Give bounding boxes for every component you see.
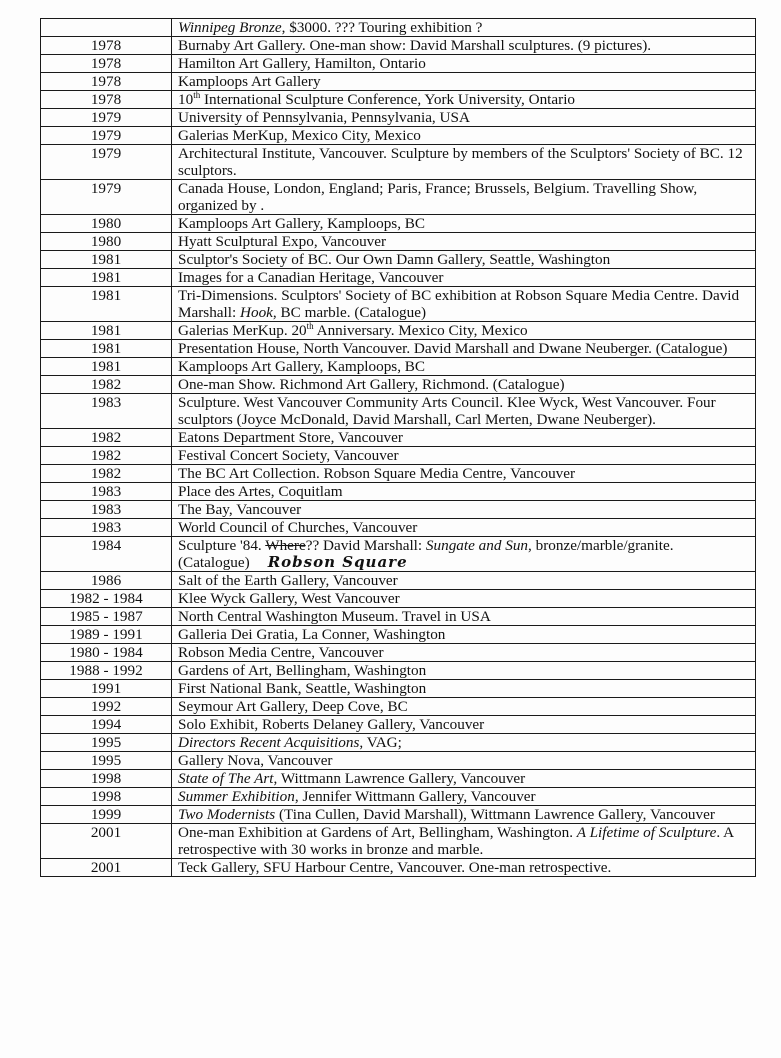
description-cell: World Council of Churches, Vancouver [172,519,756,537]
description-cell: Architectural Institute, Vancouver. Sculpture by members of the Sculptors' Society of BC. 12 sculptors. [172,145,756,180]
description-cell: Presentation House, North Vancouver. David Marshall and Dwane Neuberger. (Catalogue) [172,340,756,358]
year-cell: 1991 [41,680,172,698]
table-row [41,501,756,519]
year-cell: 1983 [41,501,172,519]
text-segment: Tri-Dimensions. Sculptors' Society of BC exhibition at Robson Square Media Centre. David Marshall: [178,287,740,321]
description-cell: Teck Gallery, SFU Harbour Centre, Vancouver. One-man retrospective. [172,859,756,877]
description-cell [172,806,756,824]
table-row [41,91,756,109]
description-cell: Place des Artes, Coquitlam [172,483,756,501]
table-row [41,322,756,340]
description-cell: Klee Wyck Gallery, West Vancouver [172,590,756,608]
year-cell: 1980 - 1984 [41,644,172,662]
text-segment: One-man Exhibition at Gardens of Art, Bellingham, Washington. [178,824,577,841]
year-cell: 1983 [41,483,172,501]
description-cell: Festival Concert Society, Vancouver [172,447,756,465]
table-row [41,37,756,55]
year-cell: 1985 - 1987 [41,608,172,626]
description-cell: North Central Washington Museum. Travel in USA [172,608,756,626]
year-cell: 1982 [41,429,172,447]
description-cell [172,19,756,37]
table-row [41,483,756,501]
year-cell: 1981 [41,322,172,340]
table-row [41,859,756,877]
year-cell: 1981 [41,340,172,358]
table-row [41,180,756,215]
year-cell: 1979 [41,109,172,127]
description-cell: Burnaby Art Gallery. One-man show: David Marshall sculptures. (9 pictures). [172,37,756,55]
table-row [41,788,756,806]
table-row [41,287,756,322]
table-row [41,127,756,145]
text-segment: , Wittmann Lawrence Gallery, Vancouver [273,770,526,787]
description-cell: Galleria Dei Gratia, La Conner, Washington [172,626,756,644]
year-cell: 1980 [41,233,172,251]
table-row [41,662,756,680]
year-cell: 1983 [41,519,172,537]
description-cell: Kamploops Art Gallery, Kamploops, BC [172,358,756,376]
table-row [41,145,756,180]
text-segment: , BC marble. (Catalogue) [272,304,427,321]
description-cell [172,322,756,340]
table-row [41,358,756,376]
description-cell: University of Pennsylvania, Pennsylvania, USA [172,109,756,127]
table-row [41,340,756,358]
text-segment: , VAG; [359,734,402,751]
table-row [41,770,756,788]
table-row [41,251,756,269]
table-row [41,19,756,37]
description-cell: First National Bank, Seattle, Washington [172,680,756,698]
year-cell [41,19,172,37]
year-cell: 1979 [41,127,172,145]
table-row [41,447,756,465]
year-cell: 1999 [41,806,172,824]
year-cell: 1978 [41,73,172,91]
description-cell [172,91,756,109]
year-cell: 1984 [41,537,172,572]
description-cell: Sculpture. West Vancouver Community Arts Council. Klee Wyck, West Vancouver. Four sculptors (Joyce McDonald, David Marshall, Carl Merten, Dwane Neuberger). [172,394,756,429]
table-row [41,644,756,662]
table-row [41,215,756,233]
year-cell: 1979 [41,145,172,180]
table-row [41,376,756,394]
year-cell: 1982 [41,465,172,483]
description-cell [172,824,756,859]
year-cell: 1982 - 1984 [41,590,172,608]
description-cell: Robson Media Centre, Vancouver [172,644,756,662]
text-segment: Galerias MerKup. 20 [178,322,307,339]
year-cell: 1995 [41,752,172,770]
table-row [41,572,756,590]
description-cell: Hyatt Sculptural Expo, Vancouver [172,233,756,251]
description-cell: Seymour Art Gallery, Deep Cove, BC [172,698,756,716]
superscript: th [306,320,314,331]
year-cell: 1994 [41,716,172,734]
description-cell [172,770,756,788]
superscript: th [193,89,201,100]
year-cell: 2001 [41,824,172,859]
year-cell: 1982 [41,447,172,465]
handwritten-note: Robson Square [267,553,408,571]
description-cell: The Bay, Vancouver [172,501,756,519]
year-cell: 1978 [41,91,172,109]
description-cell: Hamilton Art Gallery, Hamilton, Ontario [172,55,756,73]
text-segment: Anniversary. Mexico City, Mexico [313,322,528,339]
description-cell: Canada House, London, England; Paris, France; Brussels, Belgium. Travelling Show, organized by . [172,180,756,215]
table-row [41,806,756,824]
year-cell: 1981 [41,269,172,287]
italic-title: Hook [240,304,273,321]
year-cell: 1981 [41,287,172,322]
table-row [41,716,756,734]
year-cell: 1998 [41,770,172,788]
table-row [41,734,756,752]
description-cell [172,734,756,752]
table-row [41,608,756,626]
text-segment: 10 [178,91,194,108]
table-row [41,109,756,127]
table-row [41,519,756,537]
year-cell: 1982 [41,376,172,394]
year-cell: 1979 [41,180,172,215]
italic-title: A Lifetime of Sculpture [576,824,717,841]
year-cell: 1992 [41,698,172,716]
text-segment: , $3000. ??? Touring exhibition ? [281,19,483,36]
text-segment: , bronze/marble/granite. (Catalogue) [178,537,674,571]
exhibition-table [40,18,756,877]
year-cell: 1978 [41,37,172,55]
description-cell: The BC Art Collection. Robson Square Media Centre, Vancouver [172,465,756,483]
description-cell: Images for a Canadian Heritage, Vancouver [172,269,756,287]
text-segment: ?? David Marshall: [305,537,426,554]
description-cell: Kamploops Art Gallery, Kamploops, BC [172,215,756,233]
description-cell [172,287,756,322]
italic-title: State of The Art [178,770,274,787]
year-cell: 1986 [41,572,172,590]
italic-title: Winnipeg Bronze [178,19,282,36]
struck-text: Where [265,537,306,554]
description-cell: Gardens of Art, Bellingham, Washington [172,662,756,680]
text-segment: International Sculpture Conference, York University, Ontario [200,91,576,108]
table-row [41,233,756,251]
year-cell: 1988 - 1992 [41,662,172,680]
text-segment: , Jennifer Wittmann Gallery, Vancouver [294,788,536,805]
table-row [41,626,756,644]
table-row [41,55,756,73]
year-cell: 1981 [41,251,172,269]
text-segment: (Tina Cullen, David Marshall), Wittmann Lawrence Gallery, Vancouver [275,806,715,823]
description-cell: Eatons Department Store, Vancouver [172,429,756,447]
table-row [41,590,756,608]
description-cell: Gallery Nova, Vancouver [172,752,756,770]
table-row [41,537,756,572]
table-row [41,394,756,429]
year-cell: 1983 [41,394,172,429]
year-cell: 2001 [41,859,172,877]
description-cell [172,788,756,806]
year-cell: 1978 [41,55,172,73]
description-cell [172,537,756,572]
year-cell: 1998 [41,788,172,806]
italic-title: Summer Exhibition [178,788,295,805]
description-cell: Salt of the Earth Gallery, Vancouver [172,572,756,590]
description-cell: Sculptor's Society of BC. Our Own Damn Gallery, Seattle, Washington [172,251,756,269]
description-cell: Solo Exhibit, Roberts Delaney Gallery, Vancouver [172,716,756,734]
table-row [41,824,756,859]
table-row [41,465,756,483]
table-row [41,752,756,770]
italic-title: Sungate and Sun [425,537,529,554]
table-row [41,698,756,716]
description-cell: Galerias MerKup, Mexico City, Mexico [172,127,756,145]
year-cell: 1995 [41,734,172,752]
description-cell: Kamploops Art Gallery [172,73,756,91]
table-row [41,269,756,287]
year-cell: 1981 [41,358,172,376]
table-row [41,429,756,447]
italic-title: Directors Recent Acquisitions [178,734,360,751]
table-row [41,680,756,698]
text-segment: . A retrospective with 30 works in bronze and marble. [178,824,734,858]
year-cell: 1989 - 1991 [41,626,172,644]
description-cell: One-man Show. Richmond Art Gallery, Richmond. (Catalogue) [172,376,756,394]
table-row [41,73,756,91]
text-segment: Sculpture '84. [178,537,266,554]
italic-title: Two Modernists [178,806,276,823]
year-cell: 1980 [41,215,172,233]
